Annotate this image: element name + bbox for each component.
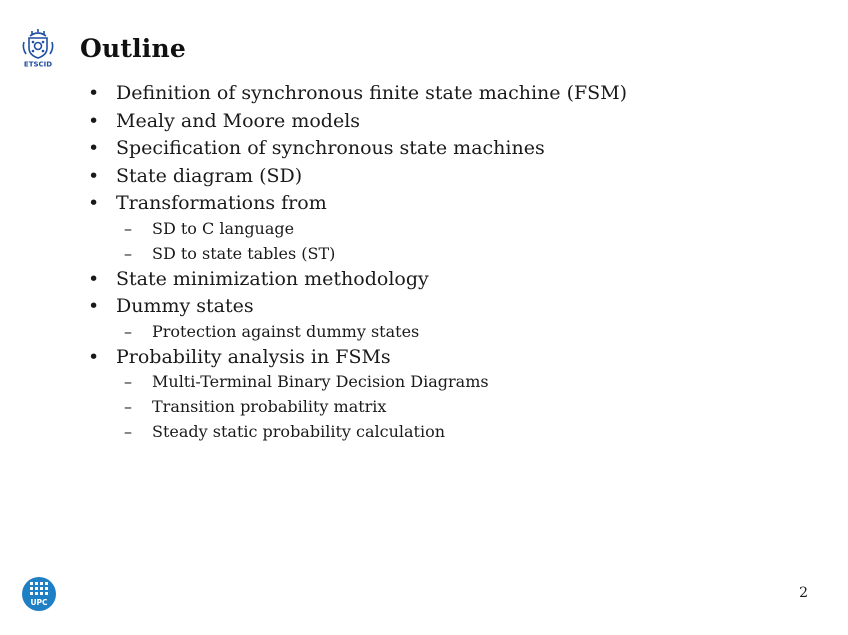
outline-item-label: Definition of synchronous finite state machine (FSM) (116, 82, 628, 104)
slide-title: Outline (80, 34, 186, 63)
bullet-icon: • (88, 109, 100, 132)
outline-item (86, 135, 627, 163)
outline-item-label: Transformations from (116, 192, 327, 214)
bullet-icon: • (88, 345, 100, 368)
dash-icon: – (124, 321, 132, 341)
outline-item (86, 190, 627, 266)
svg-text:UPC: UPC (30, 598, 48, 607)
outline-item-label: Specification of synchronous state machines (116, 137, 545, 159)
outline-subitem-label: SD to C language (152, 218, 295, 238)
school-crest-icon (20, 28, 56, 68)
dash-icon: – (124, 218, 132, 238)
bullet-icon: • (88, 267, 100, 290)
bullet-icon: • (88, 192, 100, 214)
outline-item (86, 80, 627, 108)
outline-subitem (116, 241, 627, 266)
outline-subitem (116, 419, 627, 444)
outline-sublist (116, 319, 627, 344)
outline-subitem-label: Multi-Terminal Binary Decision Diagrams (152, 372, 489, 391)
outline-list (86, 80, 627, 444)
outline-item (86, 293, 627, 344)
outline-item (86, 163, 627, 191)
outline-subitem-label: Steady static probability calculation (152, 422, 446, 441)
outline-item (86, 266, 627, 294)
outline-subitem-label: Protection against dummy states (152, 321, 420, 341)
outline-subitem-label: Transition probability matrix (152, 397, 387, 416)
outline-sublist (116, 369, 627, 444)
outline-item-label: State minimization methodology (116, 267, 429, 290)
outline-sublist (116, 216, 627, 266)
outline-item-label: Dummy states (116, 295, 254, 317)
dash-icon: – (124, 372, 132, 391)
outline-subitem-label: SD to state tables (ST) (152, 243, 336, 263)
bullet-icon: • (88, 295, 100, 317)
bullet-icon: • (88, 164, 100, 187)
outline-item (86, 108, 627, 136)
outline-item (86, 344, 627, 445)
outline-subitem (116, 216, 627, 241)
dash-icon: – (124, 397, 132, 416)
outline-item-label: State diagram (SD) (116, 164, 303, 187)
bullet-icon: • (88, 82, 100, 104)
outline-subitem (116, 319, 627, 344)
page-number: 2 (799, 585, 808, 601)
bullet-icon: • (88, 137, 100, 159)
dash-icon: – (124, 243, 132, 263)
upc-logo-icon (21, 576, 57, 612)
dash-icon: – (124, 422, 132, 441)
outline-subitem (116, 394, 627, 419)
outline-item-label: Mealy and Moore models (116, 109, 361, 132)
outline-subitem (116, 369, 627, 394)
svg-text:ETSCID: ETSCID (23, 60, 53, 68)
outline-item-label: Probability analysis in FSMs (116, 345, 391, 368)
